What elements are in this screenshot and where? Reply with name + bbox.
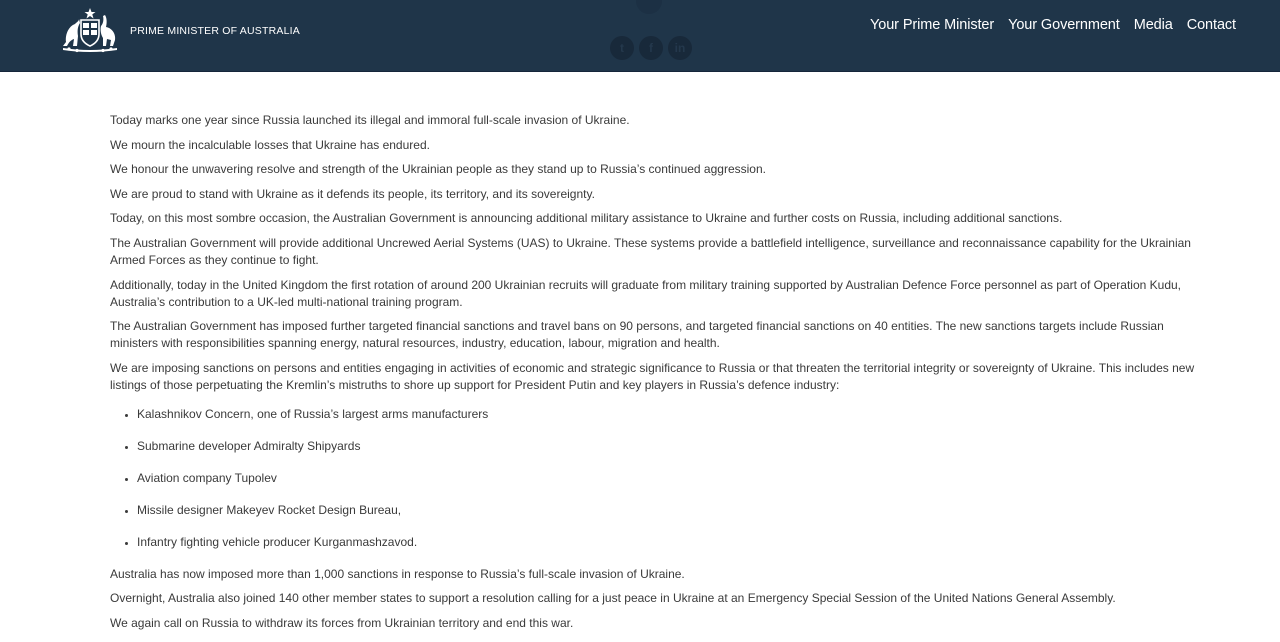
list-item: • Aviation company Tupolev [137,470,1200,487]
nav-your-government[interactable]: Your Government [1008,17,1120,33]
sanctions-list [110,406,1200,551]
paragraph: Today marks one year since Russia launched its illegal and immoral full-scale invasion of Ukraine. [110,113,630,127]
paragraph: Today, on this most sombre occasion, the Australian Government is announcing additional military assistance to Ukraine and further costs on Russia, including additional sanctions. [110,211,1063,226]
social-links [610,36,692,60]
site-logo[interactable] [57,6,300,54]
main-nav [870,17,1236,33]
paragraph: We honour the unwavering resolve and strength of the Ukrainian people as they stand up to Russia’s continued aggression. [110,162,766,177]
nav-your-prime-minister[interactable]: Your Prime Minister [870,17,995,33]
site-header [0,0,1280,72]
paragraph: We are proud to stand with Ukraine as it defends its people, its territory, and its sovereignty. [110,186,595,201]
nav-contact[interactable]: Contact [1186,17,1236,33]
paragraph: We are imposing sanctions on persons and entities engaging in activities of economic and strategic significance to Russia or that threaten the territorial integrity or sovereignty of Ukraine. This includes new listings of those perpetuating the Kremlin’s mistruths to shore up support for President Putin and key players in Russia’s defence industry: [110,360,1195,392]
nav-media[interactable]: Media [1133,17,1173,33]
paragraph: Overnight, Australia also joined 140 other member states to support a resolution calling for a just peace in Ukraine at an Emergency Special Session of the United Nations General Assembly. [110,591,1116,606]
paragraph: We mourn the incalculable losses that Ukraine has endured. [110,137,430,152]
site-title: PRIME MINISTER OF AUSTRALIA [130,25,300,37]
list-item: • Infantry fighting vehicle producer Kurganmashzavod. [137,534,1200,551]
list-item: • Submarine developer Admiralty Shipyards [137,438,1200,455]
facebook-icon[interactable]: f [639,36,663,60]
paragraph: The Australian Government will provide additional Uncrewed Aerial Systems (UAS) to Ukraine. These systems provide a battlefield intelligence, surveillance and reconnaissance capability for the Ukrainian Armed Forces as they continue to fight. [110,235,1191,267]
paragraph: Additionally, today in the United Kingdom the first rotation of around 200 Ukrainian recruits will graduate from military training supported by Australian Defence Force personnel as part of Operation Kudu, Australia’s contribution to a UK-led multi-national training program. [110,277,1182,309]
paragraph: We again call on Russia to withdraw its forces from Ukrainian territory and end this war. [110,615,574,630]
paragraph: The Australian Government has imposed further targeted financial sanctions and travel bans on 90 persons, and targeted financial sanctions on 40 entities. The new sanctions targets include Russian ministers with responsibilities spanning energy, natural resources, industry, education, labour, migration and health. [110,319,1164,351]
article-body [110,112,1200,640]
coat-of-arms-icon [57,6,123,54]
paragraph: Australia has now imposed more than 1,000 sanctions in response to Russia’s full-scale invasion of Ukraine. [110,566,685,581]
linkedin-icon[interactable]: in [668,36,692,60]
share-icon [636,0,662,14]
list-item: • Kalashnikov Concern, one of Russia’s largest arms manufacturers [137,406,1200,423]
list-item: • Missile designer Makeyev Rocket Design Bureau, [137,502,1200,519]
twitter-icon[interactable]: t [610,36,634,60]
